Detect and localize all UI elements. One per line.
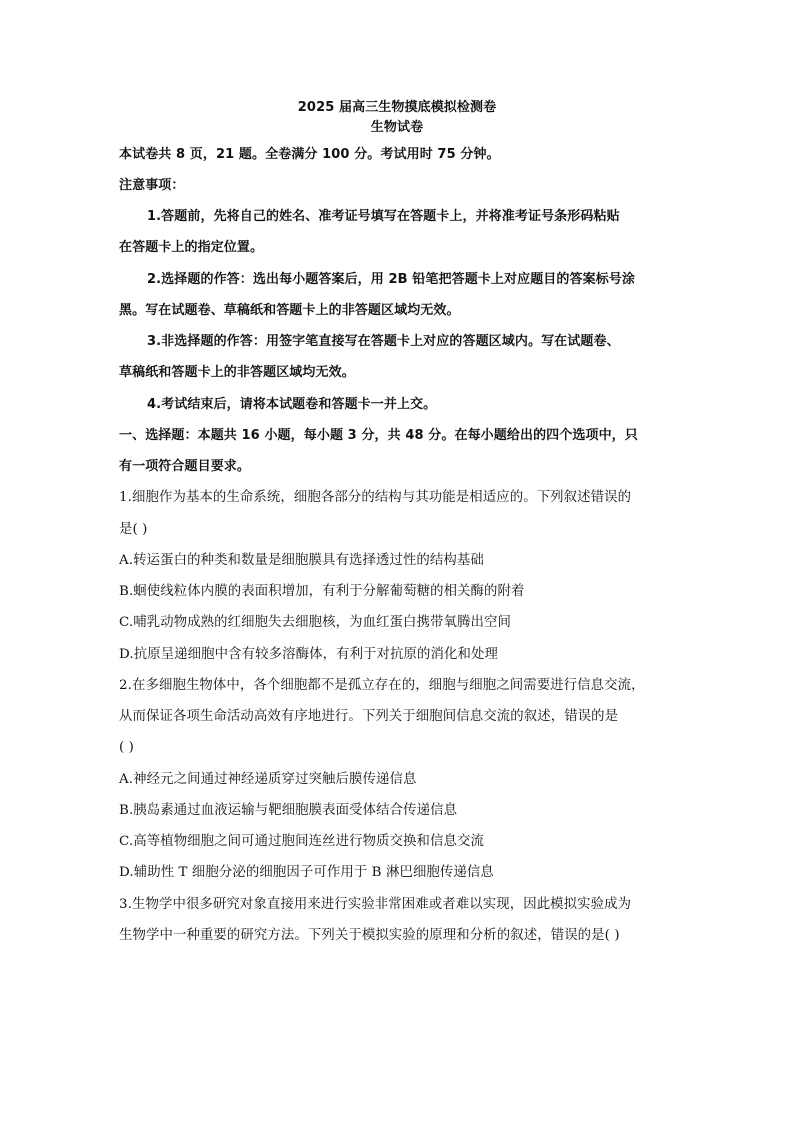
question-1-option-a: A.转运蛋白的种类和数量是细胞膜具有选择透过性的结构基础 bbox=[119, 553, 484, 568]
question-3-stem-line-1: 3.生物学中很多研究对象直接用来进行实验非常困难或者难以实现，因此模拟实验成为 bbox=[119, 897, 632, 912]
question-1-option-b: B.蛔使线粒体内膜的表面积增加，有利于分解葡萄糖的相关酶的附着 bbox=[119, 584, 525, 599]
question-1-option-c: C.哺乳动物成熟的红细胞失去细胞核，为血红蛋白携带氧腾出空间 bbox=[119, 615, 511, 630]
question-2-stem-line-1: 2.在多细胞生物体中，各个细胞都不是孤立存在的，细胞与细胞之间需要进行信息交流， bbox=[119, 678, 645, 693]
question-2-option-b: B.胰岛素通过血液运输与靶细胞膜表面受体结合传递信息 bbox=[119, 803, 458, 818]
question-2-option-a: A.神经元之间通过神经递质穿过突触后膜传递信息 bbox=[119, 772, 417, 787]
notice-heading: 注意事项： bbox=[119, 178, 185, 193]
exam-intro: 本试卷共 8 页，21 题。全卷满分 100 分。考试用时 75 分钟。 bbox=[119, 147, 500, 162]
question-2-stem-line-3: ( ) bbox=[119, 740, 135, 755]
question-1-stem-line-1: 1.细胞作为基本的生命系统，细胞各部分的结构与其功能是相适应的。下列叙述错误的 bbox=[119, 490, 632, 505]
notice-item-2-line-2: 黑。写在试题卷、草稿纸和答题卡上的非答题区域均无效。 bbox=[119, 303, 460, 318]
section-1-heading-line-2: 有一项符合题目要求。 bbox=[119, 459, 251, 474]
question-3-stem-line-2: 生物学中一种重要的研究方法。下列关于模拟实验的原理和分析的叙述，错误的是( ) bbox=[119, 928, 620, 943]
section-1-heading-line-1: 一、选择题：本题共 16 小题，每小题 3 分，共 48 分。在每小题给出的四个选项中，只 bbox=[119, 428, 638, 443]
exam-title: 2025 届高三生物摸底模拟检测卷 bbox=[297, 100, 497, 115]
question-2-option-c: C.高等植物细胞之间可通过胞间连丝进行物质交换和信息交流 bbox=[119, 834, 484, 849]
question-2-option-d: D.辅助性 T 细胞分泌的细胞因子可作用于 B 淋巴细胞传递信息 bbox=[119, 865, 494, 880]
exam-subtitle: 生物试卷 bbox=[370, 120, 424, 135]
notice-item-3-line-1: 3.非选择题的作答：用签字笔直接写在答题卡上对应的答题区域内。写在试题卷、 bbox=[147, 334, 620, 349]
question-1-stem-line-2: 是( ) bbox=[119, 522, 148, 537]
notice-item-1-line-2: 在答题卡上的指定位置。 bbox=[119, 240, 264, 255]
question-1-option-d: D.抗原呈递细胞中含有较多溶酶体，有利于对抗原的消化和处理 bbox=[119, 647, 498, 662]
notice-item-1-line-1: 1.答题前，先将自己的姓名、准考证号填写在答题卡上，并将准考证号条形码粘贴 bbox=[147, 209, 620, 224]
notice-item-3-line-2: 草稿纸和答题卡上的非答题区域均无效。 bbox=[119, 365, 355, 380]
question-2-stem-line-2: 从而保证各项生命活动高效有序地进行。下列关于细胞间信息交流的叙述，错误的是 bbox=[119, 709, 619, 724]
notice-item-2-line-1: 2.选择题的作答：选出每小题答案后，用 2B 铅笔把答题卡上对应题目的答案标号涂 bbox=[147, 272, 635, 287]
notice-item-4: 4.考试结束后，请将本试题卷和答题卡一并上交。 bbox=[147, 397, 437, 412]
